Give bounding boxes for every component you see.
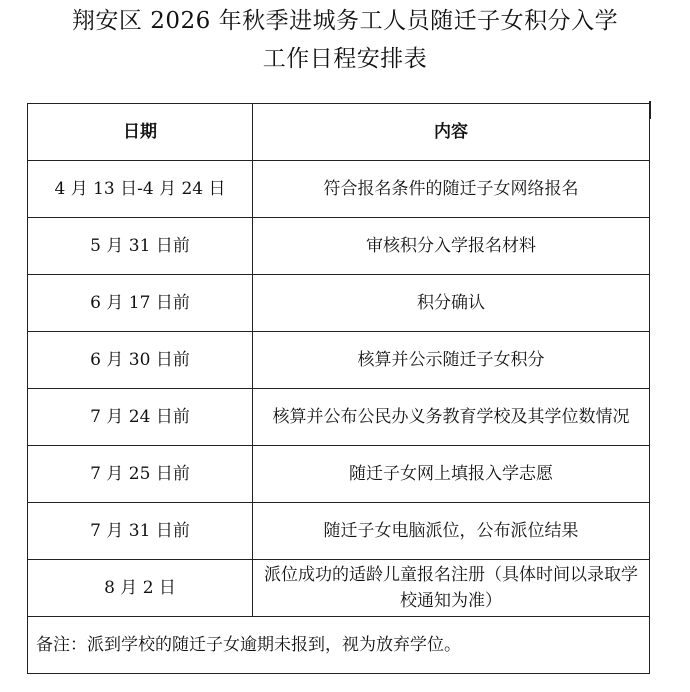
header-date: 日期 (28, 104, 253, 161)
row-date: 7 月 25 日前 (28, 446, 253, 503)
header-content: 内容 (253, 104, 650, 161)
table-row (28, 446, 650, 503)
row-date: 6 月 17 日前 (28, 275, 253, 332)
table-note-row (28, 617, 650, 674)
row-content: 核算并公示随迁子女积分 (253, 332, 650, 389)
row-date: 8 月 2 日 (28, 560, 253, 617)
document-title-line-2: 工作日程安排表 (262, 46, 428, 72)
table-note: 备注：派到学校的随迁子女逾期未报到，视为放弃学位。 (28, 617, 650, 674)
row-date: 6 月 30 日前 (28, 332, 253, 389)
document-title-line-1: 翔安区 2026 年秋季进城务工人员随迁子女积分入学 (71, 8, 619, 34)
schedule-table (27, 103, 650, 674)
table-header-row (28, 104, 650, 161)
table-row (28, 332, 650, 389)
table-row (28, 218, 650, 275)
row-date: 7 月 31 日前 (28, 503, 253, 560)
row-date: 7 月 24 日前 (28, 389, 253, 446)
row-date: 4 月 13 日-4 月 24 日 (28, 161, 253, 218)
table-row (28, 503, 650, 560)
row-content: 随迁子女电脑派位，公布派位结果 (253, 503, 650, 560)
row-content: 符合报名条件的随迁子女网络报名 (253, 161, 650, 218)
row-date: 5 月 31 日前 (28, 218, 253, 275)
row-content: 审核积分入学报名材料 (253, 218, 650, 275)
table-row (28, 389, 650, 446)
row-content: 派位成功的适龄儿童报名注册（具体时间以录取学校通知为准） (253, 560, 650, 617)
table-row (28, 161, 650, 218)
row-content: 积分确认 (253, 275, 650, 332)
table-row (28, 275, 650, 332)
table-row (28, 560, 650, 617)
row-content: 核算并公布公民办义务教育学校及其学位数情况 (253, 389, 650, 446)
row-content: 随迁子女网上填报入学志愿 (253, 446, 650, 503)
